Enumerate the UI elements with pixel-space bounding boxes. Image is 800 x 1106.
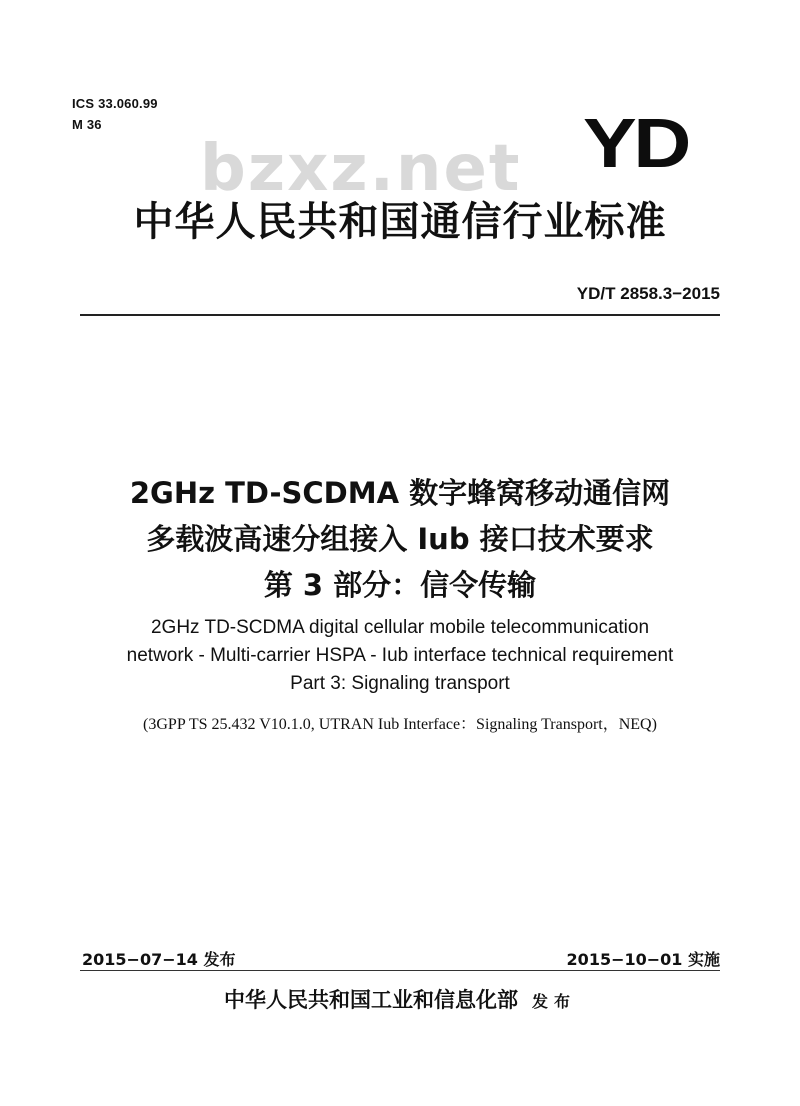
issue-date: 2015−07−14 发布 — [82, 950, 236, 969]
adoption-note: (3GPP TS 25.432 V10.1.0, UTRAN Iub Interface：Signaling Transport，NEQ) — [143, 716, 657, 733]
footer-divider — [80, 970, 720, 971]
organization-title: 中华人民共和国通信行业标准 — [133, 199, 667, 245]
header-divider — [80, 314, 720, 316]
title-cn-line-2: 多载波高速分组接入 Iub 接口技术要求 — [146, 522, 654, 556]
ccs-code: M 36 — [72, 117, 102, 132]
implementation-date: 2015−10−01 实施 — [566, 950, 720, 969]
standard-number: YD/T 2858.3−2015 — [576, 284, 720, 303]
title-en-line-1: 2GHz TD-SCDMA digital cellular mobile telecommunication — [150, 617, 650, 638]
issuer-name: 中华人民共和国工业和信息化部 — [223, 987, 518, 1012]
issuer-suffix: 发布 — [531, 992, 576, 1011]
title-cn-line-3: 第 3 部分：信令传输 — [263, 568, 537, 602]
yd-logo: YD — [583, 104, 688, 182]
watermark: bzxz.net — [200, 132, 522, 206]
issuer-line — [0, 984, 800, 1014]
title-cn-line-1: 2GHz TD-SCDMA 数字蜂窝移动通信网 — [129, 476, 671, 510]
title-en-line-3: Part 3: Signaling transport — [290, 673, 510, 694]
ics-code: ICS 33.060.99 — [72, 96, 158, 111]
title-en-line-2: network - Multi-carrier HSPA - Iub interface technical requirement — [126, 645, 674, 666]
